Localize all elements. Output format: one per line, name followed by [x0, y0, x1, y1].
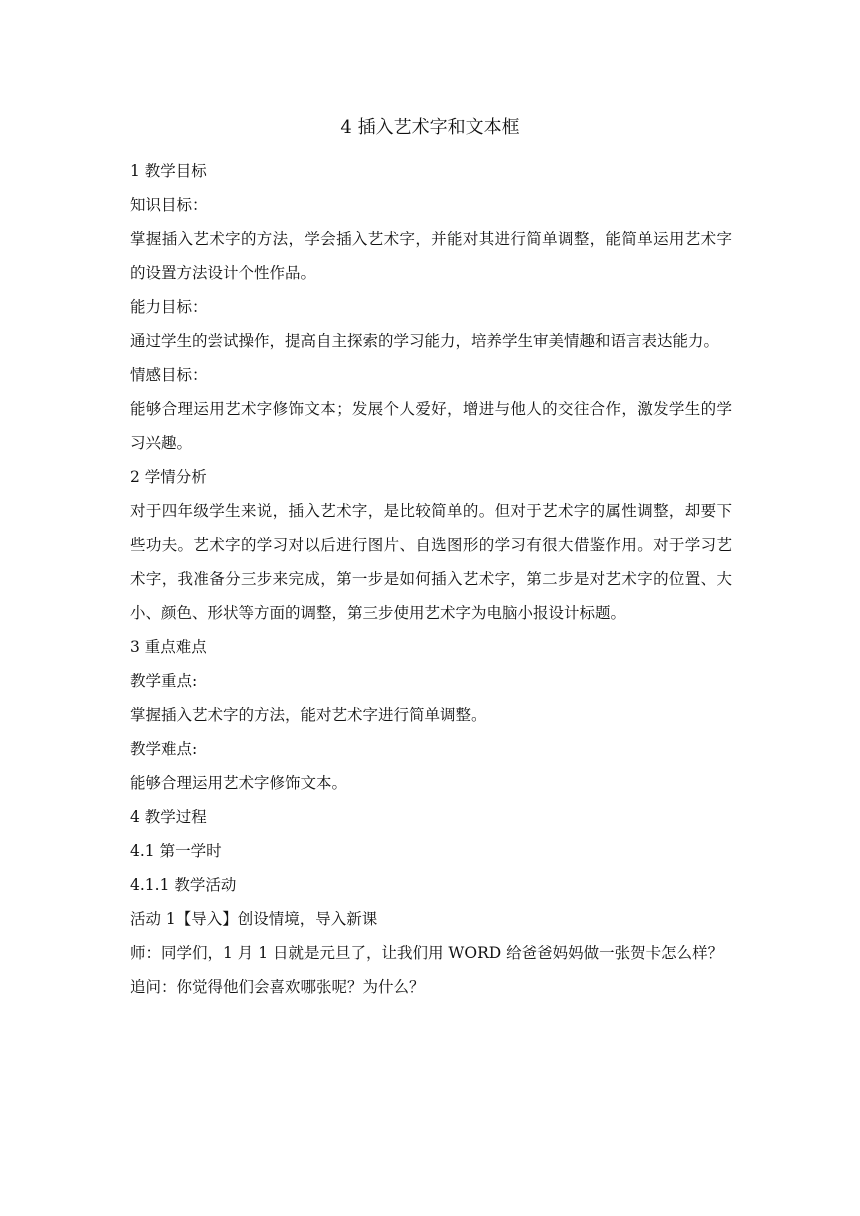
subheading: 情感目标： [130, 366, 208, 384]
paragraph: 追问：你觉得他们会喜欢哪张呢？为什么？ [130, 978, 425, 996]
subheading: 教学难点: [130, 740, 198, 758]
paragraph: 对于四年级学生来说，插入艺术字，是比较简单的。但对于艺术字的属性调整，却要下些功夫。艺术字的学习对以后进行图片、自选图形的学习有很大借鉴作用。对于学习艺术字，我准备分三步来完成，第一步是如何插入艺术字，第二步是对艺术字的位置、大小、颜色、形状等方面的调整，第三步使用艺术字为电脑小报设计标题。 [130, 502, 732, 622]
section-heading: 4 教学过程 [130, 808, 207, 826]
paragraph: 掌握插入艺术字的方法，能对艺术字进行简单调整。 [130, 706, 487, 724]
paragraph: 通过学生的尝试操作，提高自主探索的学习能力，培养学生审美情趣和语言表达能力。 [130, 332, 720, 350]
subheading: 知识目标： [130, 196, 208, 214]
activity-heading: 活动 1【导入】创设情境，导入新课 [130, 910, 378, 928]
subsection-heading: 4.1.1 教学活动 [130, 876, 237, 894]
subsection-heading: 4.1 第一学时 [130, 842, 222, 860]
paragraph: 掌握插入艺术字的方法，学会插入艺术字，并能对其进行简单调整，能简单运用艺术字的设置方法设计个性作品。 [130, 230, 732, 282]
paragraph: 师：同学们，1 月 1 日就是元旦了，让我们用 WORD 给爸爸妈妈做一张贺卡怎么样？ [130, 944, 724, 962]
subheading: 能力目标： [130, 298, 208, 316]
paragraph: 能够合理运用艺术字修饰文本。 [130, 774, 348, 792]
paragraph: 能够合理运用艺术字修饰文本；发展个人爱好，增进与他人的交往合作，激发学生的学习兴趣。 [130, 400, 732, 452]
subheading: 教学重点: [130, 672, 198, 690]
section-heading: 3 重点难点 [130, 638, 207, 656]
document-body [130, 154, 732, 1004]
section-heading: 1 教学目标 [130, 162, 207, 180]
document-title: 4 插入艺术字和文本框 [340, 117, 520, 138]
section-heading: 2 学情分析 [130, 468, 207, 486]
